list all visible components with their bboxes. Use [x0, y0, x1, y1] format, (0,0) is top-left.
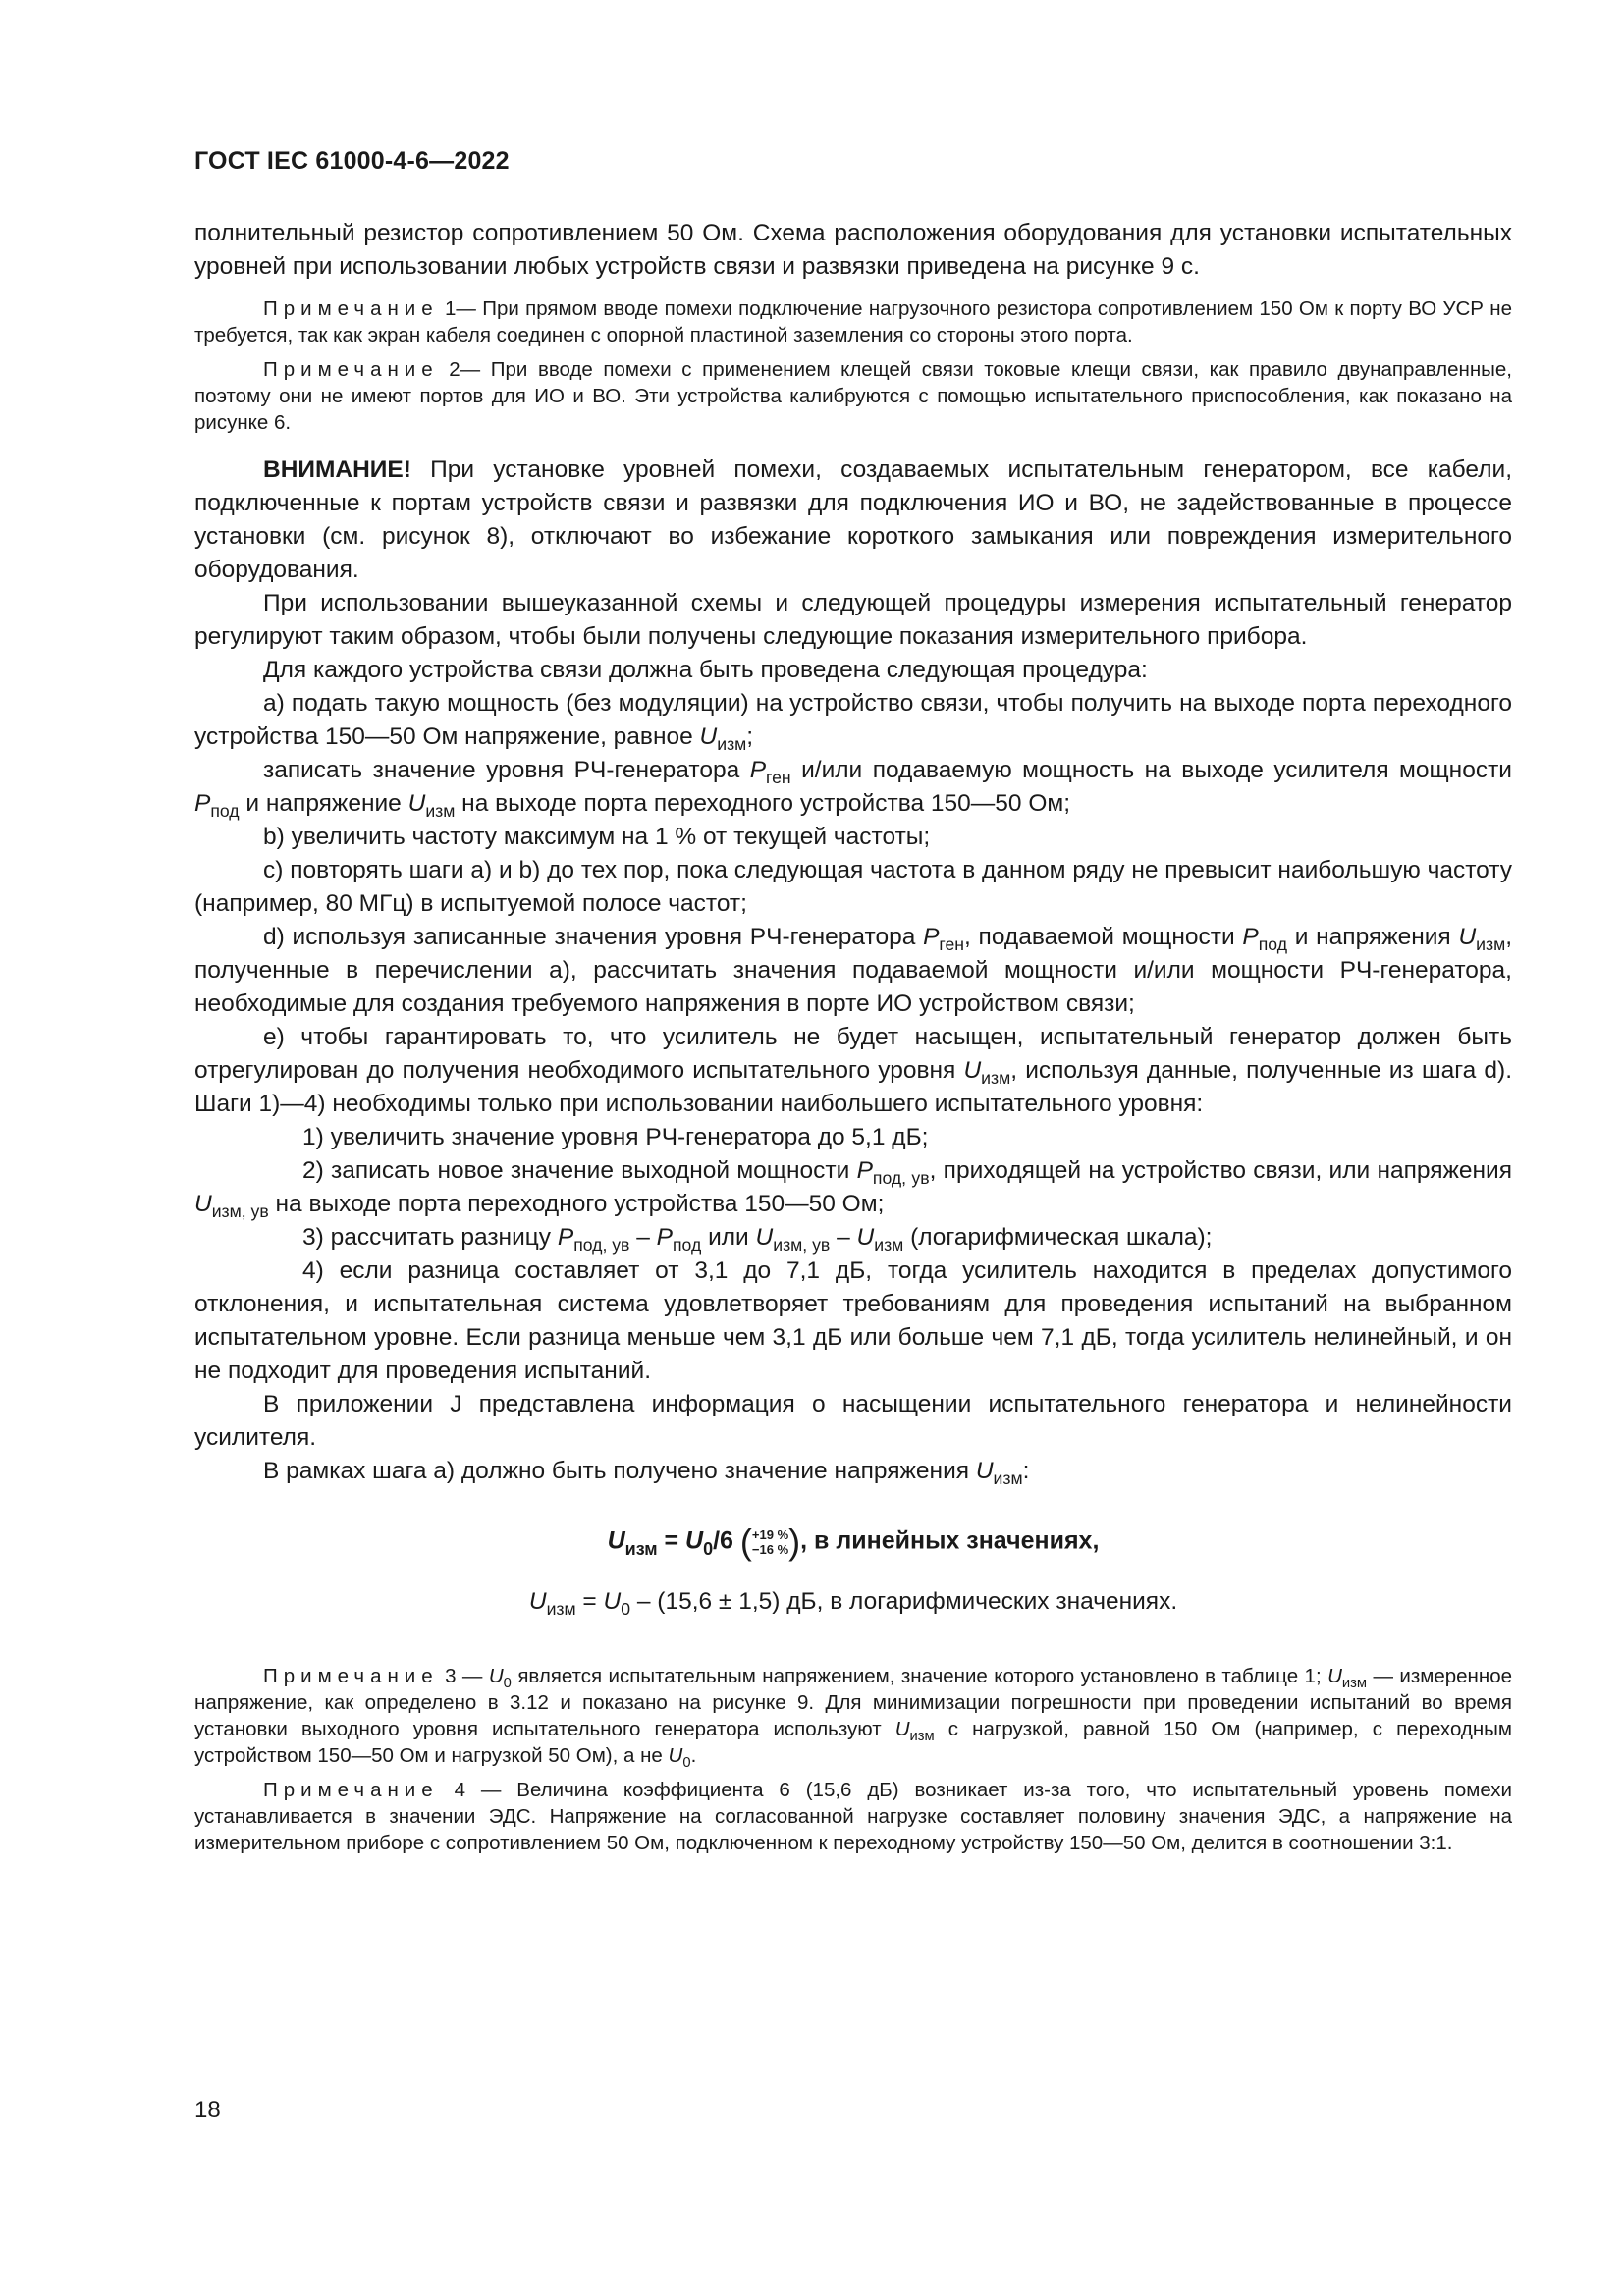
note-3: Примечание 3 — $U_0$ является испытательным напряжением, значение которого установлено в таблице 1; $U_{изм}$ — измеренное напряжение, как определено в 3.12 и показано на рисунке 9. Для минимизации погрешности при проведении испытаний во время установки выходного уровня испытательного генератора используют $U_{изм}$ с нагрузкой, равной 150 Ом (например, с переходным устройством 150—50 Ом и нагрузкой 50 Ом), а не $U_0$. [194, 1665, 1513, 1772]
document-page [194, 147, 1512, 1856]
step-d: d) используя записанные значения уровня РЧ-генератора $P_{ген}$, подаваемой мощности $P_{под}$ и напряжения $U_{изм}$, полученные в перечислении a), рассчитать значения подаваемой мощности и/или мощности РЧ-генератора, необходимые для создания требуемого напряжения в порте ИО устройством связи; [194, 924, 1512, 1017]
page-number: 18 [194, 2097, 221, 2123]
substep-4: 4) если разница составляет от 3,1 до 7,1 дБ, тогда усилитель находится в пределах допустимого отклонения, и испытательная система удовлетворяет требованиям для проведения испытаний на выбранном испытательном уровне. Если разница меньше чем 3,1 дБ или больше чем 7,1 дБ, тогда усилитель нелинейный, и он не подходит для проведения испытаний. [194, 1257, 1512, 1384]
warning-paragraph: ВНИМАНИЕ! При установке уровней помехи, создаваемых испытательным генератором, все кабели, подключенные к портам устройств связи и развязки для подключения ИО и ВО, не задействованные в процессе установки (см. рисунок 8), отключают во избежание короткого замыкания или повреждения измерительного оборудования. [194, 456, 1513, 583]
note-label: Примечание [263, 297, 439, 320]
scheme-paragraph: При использовании вышеуказанной схемы и следующей процедуры измерения испытательный генератор регулируют таким образом, чтобы были получены следующие показания измерительного прибора. [194, 590, 1512, 650]
formula-log: $U_{изм} = U_0 - (15,6 \pm 1,5)$ дБ, в логарифмических значениях. [528, 1588, 1178, 1620]
document-header: ГОСТ IEC 61000-4-6—2022 [194, 147, 510, 175]
note-1: Примечание 1— При прямом вводе помехи подключение нагрузочного резистора сопротивлением 150 Ом к порту ВО УСР не требуется, так как экран кабеля соединен с опорной пластиной заземления со стороны этого порта. [194, 297, 1512, 347]
substep-2: 2) записать новое значение выходной мощности $P_{под, ув}$, приходящей на устройство связи, или напряжения $U_{изм, ув}$ на выходе порта переходного устройства 150—50 Ом; [194, 1157, 1512, 1222]
tolerance-fraction: +19 % −16 % [751, 1527, 789, 1557]
substep-1: 1) увеличить значение уровня РЧ-генератора до 5,1 дБ; [302, 1124, 929, 1150]
step-b: b) увеличить частоту максимум на 1 % от текущей частоты; [263, 824, 931, 850]
step-a-voltage-paragraph: В рамках шага a) должно быть получено значение напряжения $U_{изм}$: [263, 1458, 1030, 1489]
note-label: Примечание [263, 1665, 439, 1687]
step-a: a) подать такую мощность (без модуляции) на устройство связи, чтобы получить на выходе порта переходного устройства 150—50 Ом напряжение, равное $U_{изм}$; [194, 690, 1512, 755]
note-2: Примечание 2— При вводе помехи с применением клещей связи токовые клещи связи, как правило двунаправленные, поэтому они не имеют портов для ИО и ВО. Эти устройства калибруются с помощью испытательного приспособления, как показано на рисунке 6. [194, 358, 1513, 434]
substep-3: 3) рассчитать разницу $P_{под, ув} - P_{под}$ или $U_{изм, ув} - U_{изм}$ (логарифмическая шкала); [302, 1224, 1213, 1255]
step-c: c) повторять шаги a) и b) до тех пор, пока следующая частота в данном ряду не превысит наибольшую частоту (например, 80 МГц) в испытуемой полосе частот; [194, 857, 1512, 917]
note-label: Примечание [263, 358, 439, 381]
procedure-paragraph: Для каждого устройства связи должна быть проведена следующая процедура: [263, 657, 1148, 683]
annex-paragraph: В приложении J представлена информация о насыщении испытательного генератора и нелинейности усилителя. [194, 1391, 1512, 1451]
note-4: Примечание 4 — Величина коэффициента 6 (15,6 дБ) возникает из-за того, что испытательный уровень помехи устанавливается в значении ЭДС. Напряжение на согласованной нагрузке составляет половину значения ЭДС, а напряжение на измерительном приборе с сопротивлением 50 Ом, подключенном к переходному устройству 150—50 Ом, делится в соотношении 3:1. [194, 1779, 1512, 1854]
note-label: Примечание [263, 1779, 439, 1801]
step-a-record: записать значение уровня РЧ-генератора $P_{ген}$ и/или подаваемую мощность на выходе усилителя мощности $P_{под}$ и напряжение $U_{изм}$ на выходе порта переходного устройства 150—50 Ом; [194, 757, 1512, 822]
formula-linear: $U_{изм} = U_0/6$ (+19 % −16 %), в линейных значениях, [607, 1522, 1100, 1562]
warning-label: ВНИМАНИЕ! [263, 456, 411, 483]
step-e: e) чтобы гарантировать то, что усилитель не будет насыщен, испытательный генератор должен быть отрегулирован до получения необходимого испытательного уровня $U_{изм}$, используя данные, полученные из шага d). Шаги 1)—4) необходимы только при использовании наибольшего испытательного уровня: [194, 1024, 1513, 1117]
intro-paragraph: полнительный резистор сопротивлением 50 Ом. Схема расположения оборудования для установки испытательных уровней при использовании любых устройств связи и развязки приведена на рисунке 9 с. [194, 220, 1512, 280]
